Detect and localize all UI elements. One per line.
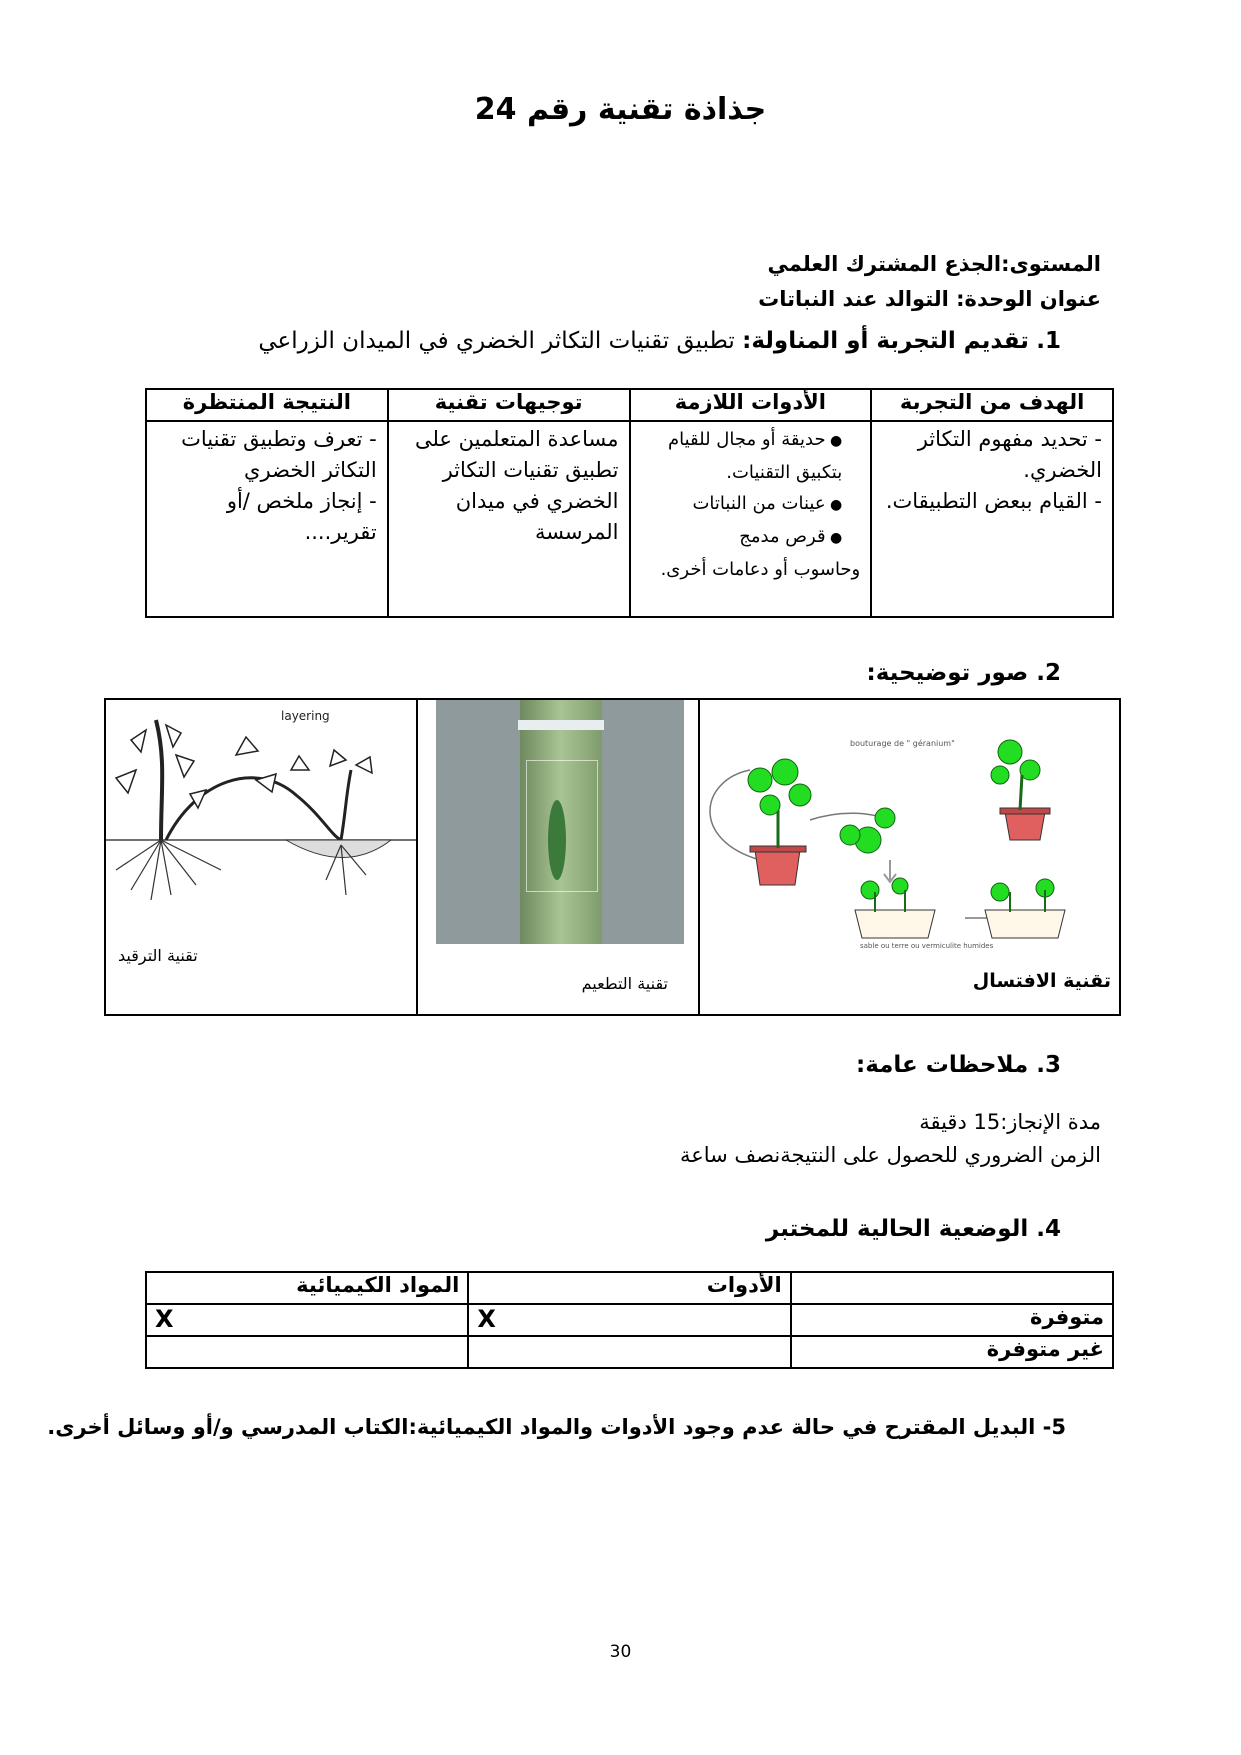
duration-line: مدة الإنجاز:15 دقيقة — [919, 1110, 1101, 1134]
section4-label: الوضعية الحالية للمختبر — [765, 1216, 1029, 1242]
grafting-caption: تقنية التطعيم — [581, 974, 668, 993]
section1-label: تقديم التجربة أو المناولة: — [742, 328, 1029, 354]
lab-col-chemicals: المواد الكيميائية — [146, 1272, 468, 1304]
tool-item: ● عينات من النباتات — [641, 488, 843, 521]
section4-heading — [766, 1216, 1061, 1242]
layering-caption: تقنية الترقيد — [118, 946, 198, 965]
header-tools: الأدوات اللازمة — [630, 389, 872, 421]
grafting-cell — [416, 700, 698, 1014]
header-guidance: توجيهات تقنية — [388, 389, 630, 421]
cutting-inner-label: bouturage de " géranium" — [850, 739, 955, 748]
section2-label: صور توضيحية: — [866, 660, 1029, 686]
lab-row-unavailable: غير متوفرة — [791, 1336, 1113, 1368]
lab-status-table — [145, 1271, 1114, 1369]
goal-item: - القيام ببعض التطبيقات. — [885, 489, 1102, 513]
cell-guidance: مساعدة المتعلمين على تطبيق تقنيات التكاثر الخضري في ميدان المرسسة — [388, 421, 630, 617]
cell-tools — [630, 421, 872, 617]
unit-line: عنوان الوحدة: التوالد عند النباتات — [758, 287, 1101, 311]
level-line: المستوى:الجذع المشترك العلمي — [767, 252, 1101, 276]
lab-chemicals-available: X — [146, 1304, 468, 1336]
section1-text: تطبيق تقنيات التكاثر الخضري في الميدان الزراعي — [258, 328, 735, 354]
lab-col-tools: الأدوات — [468, 1272, 790, 1304]
page-title: جذاذة تقنية رقم 24 — [474, 92, 767, 127]
tool-item: ● قرص مدمج — [641, 521, 843, 554]
layering-label: layering — [281, 709, 330, 723]
section2-number: 2. — [1036, 660, 1061, 686]
time-needed-line: الزمن الضروري للحصول على النتيجةنصف ساعة — [679, 1143, 1101, 1167]
cutting-cell — [698, 700, 1121, 1014]
section4-number: 4. — [1036, 1216, 1061, 1242]
section5-line: 5- البديل المقترح في حالة عدم وجود الأدوات والمواد الكيميائية:الكتاب المدرسي و/أو وسائل أخرى. — [47, 1415, 1066, 1439]
layering-cell — [106, 700, 418, 1014]
cell-result — [146, 421, 388, 617]
lab-row-available: متوفرة — [791, 1304, 1113, 1336]
page-number: 30 — [609, 1642, 632, 1662]
header-result: النتيجة المنتظرة — [146, 389, 388, 421]
grafting-photo — [436, 700, 684, 944]
cutting-caption: تقنية الافتسال — [972, 970, 1111, 992]
section3-label: ملاحظات عامة: — [856, 1052, 1029, 1078]
section1-heading — [258, 328, 1061, 354]
goal-item: - تحديد مفهوم التكاثر الخضري. — [917, 427, 1102, 482]
lab-tools-unavailable — [468, 1336, 790, 1368]
section2-heading — [867, 660, 1061, 686]
experiment-table — [145, 388, 1114, 618]
lab-corner-cell — [791, 1272, 1113, 1304]
illustrations-box — [104, 698, 1121, 1016]
cutting-illustration — [700, 700, 1121, 960]
cell-goal — [871, 421, 1113, 617]
layering-illustration — [106, 700, 416, 940]
tool-item-continued: وحاسوب أو دعامات أخرى. — [660, 559, 861, 580]
lab-chemicals-unavailable — [146, 1336, 468, 1368]
header-goal: الهدف من التجربة — [871, 389, 1113, 421]
section3-number: 3. — [1036, 1052, 1061, 1078]
result-item: - تعرف وتطبيق تقنيات التكاثر الخضري — [181, 427, 377, 482]
lab-tools-available: X — [468, 1304, 790, 1336]
tool-item: ● حديقة أو مجال للقيام بتكبيق التقنيات. — [641, 424, 843, 488]
section3-heading — [856, 1052, 1061, 1078]
result-item: - إنجاز ملخص /أو تقرير.... — [226, 489, 377, 544]
cutting-sand-label: sable ou terre ou vermiculite humides — [860, 942, 994, 950]
section1-number: 1. — [1036, 328, 1061, 354]
